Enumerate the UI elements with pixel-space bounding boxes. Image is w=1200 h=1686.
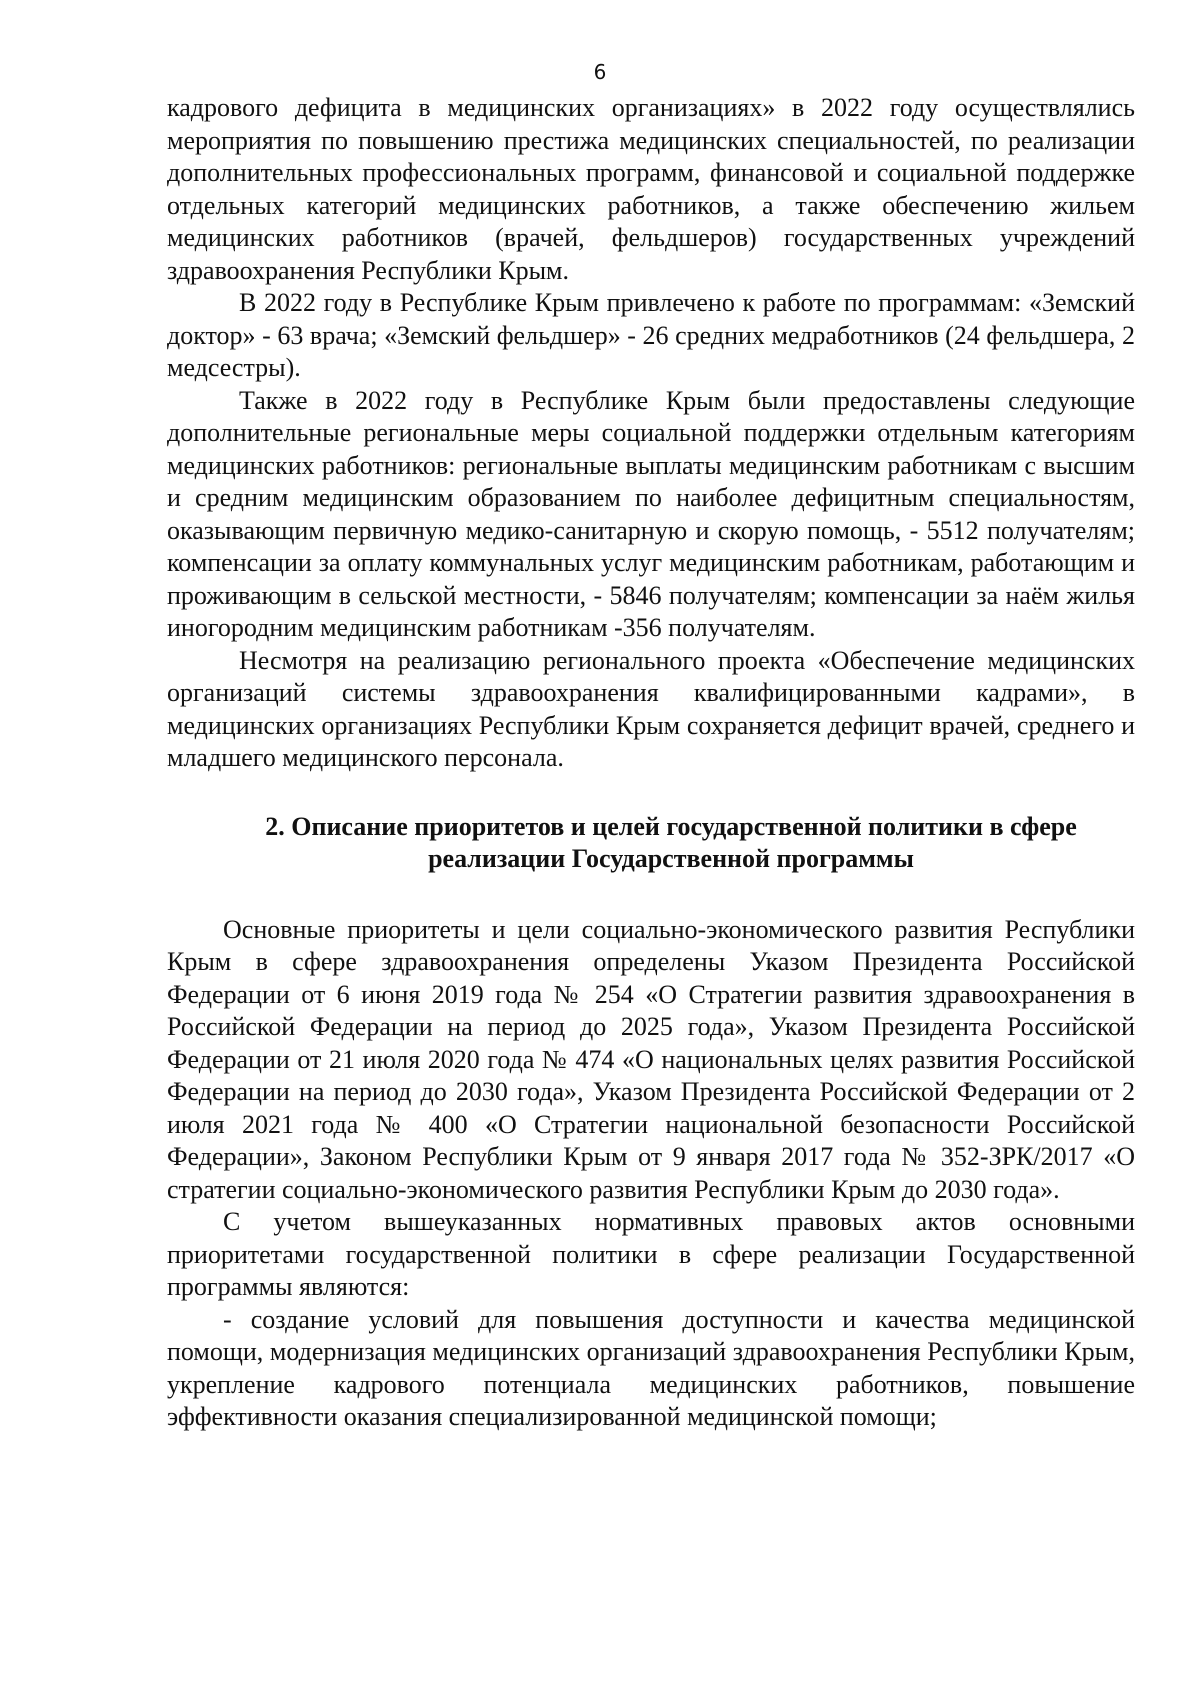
section-2-paragraph-1: Основные приоритеты и цели социально-экономического развития Республики Крым в сфере здравоохранения определены Указом Президента Российской Федерации от 6 июня 2019 года № 254 «О Стратегии развития здравоохранения в Российской Федерации на период до 2025 года», Указом Президента Российской Федерации от 21 июля 2020 года № 474 «О национальных целях развития Российской Федерации на период до 2030 года», Указом Президента Российской Федерации от 2 июля 2021 года № 400 «О Стратегии национальной безопасности Российской Федерации», Законом Республики Крым от 9 января 2017 года № 352-ЗРК/2017 «О стратегии социально-экономического развития Республики Крым до 2030 года». bbox=[167, 914, 1135, 1204]
document-body bbox=[167, 92, 1135, 1434]
section-2-body bbox=[167, 914, 1135, 1434]
paragraph-1: кадрового дефицита в медицинских организациях» в 2022 году осуществлялись мероприятия по повышению престижа медицинских специальностей, по реализации дополнительных профессиональных программ, финансовой и социальной поддержке отдельных категорий медицинских работников, а также обеспечению жильем медицинских работников (врачей, фельдшеров) государственных учреждений здравоохранения Республики Крым. bbox=[167, 93, 1135, 285]
paragraph-4: Несмотря на реализацию регионального проекта «Обеспечение медицинских организаций системы здравоохранения квалифицированными кадрами», в медицинских организациях Республики Крым сохраняется дефицит врачей, среднего и младшего медицинского персонала. bbox=[167, 645, 1135, 772]
paragraph-2: В 2022 году в Республике Крым привлечено к работе по программам: «Земский доктор» - 63 врача; «Земский фельдшер» - 26 средних медработников (24 фельдшера, 2 медсестры). bbox=[167, 288, 1135, 382]
section-heading-line-2: реализации Государственной программы bbox=[428, 844, 914, 873]
paragraph-3: Также в 2022 году в Республике Крым были предоставлены следующие дополнительные региональные меры социальной поддержки отдельным категориям медицинских работников: региональные выплаты медицинским работникам с высшим и средним медицинским образованием по наиболее дефицитным специальностям, оказывающим первичную медико-санитарную и скорую помощь, - 5512 получателям; компенсации за оплату коммунальных услуг медицинским работникам, работающим и проживающим в сельской местности, - 5846 получателям; компенсации за наём жилья иногородним медицинским работникам -356 получателям. bbox=[167, 385, 1135, 642]
section-2-bullet-1: - создание условий для повышения доступности и качества медицинской помощи, модернизация медицинских организаций здравоохранения Республики Крым, укрепление кадрового потенциала медицинских работников, повышение эффективности оказания специализированной медицинской помощи; bbox=[167, 1304, 1135, 1431]
section-heading bbox=[167, 811, 1135, 876]
section-heading-line-1: 2. Описание приоритетов и целей государственной политики в сфере bbox=[265, 811, 1077, 841]
section-2-paragraph-2: С учетом вышеуказанных нормативных правовых актов основными приоритетами государственной политики в сфере реализации Государственной программы являются: bbox=[167, 1207, 1135, 1301]
page-number: 6 bbox=[593, 60, 607, 84]
